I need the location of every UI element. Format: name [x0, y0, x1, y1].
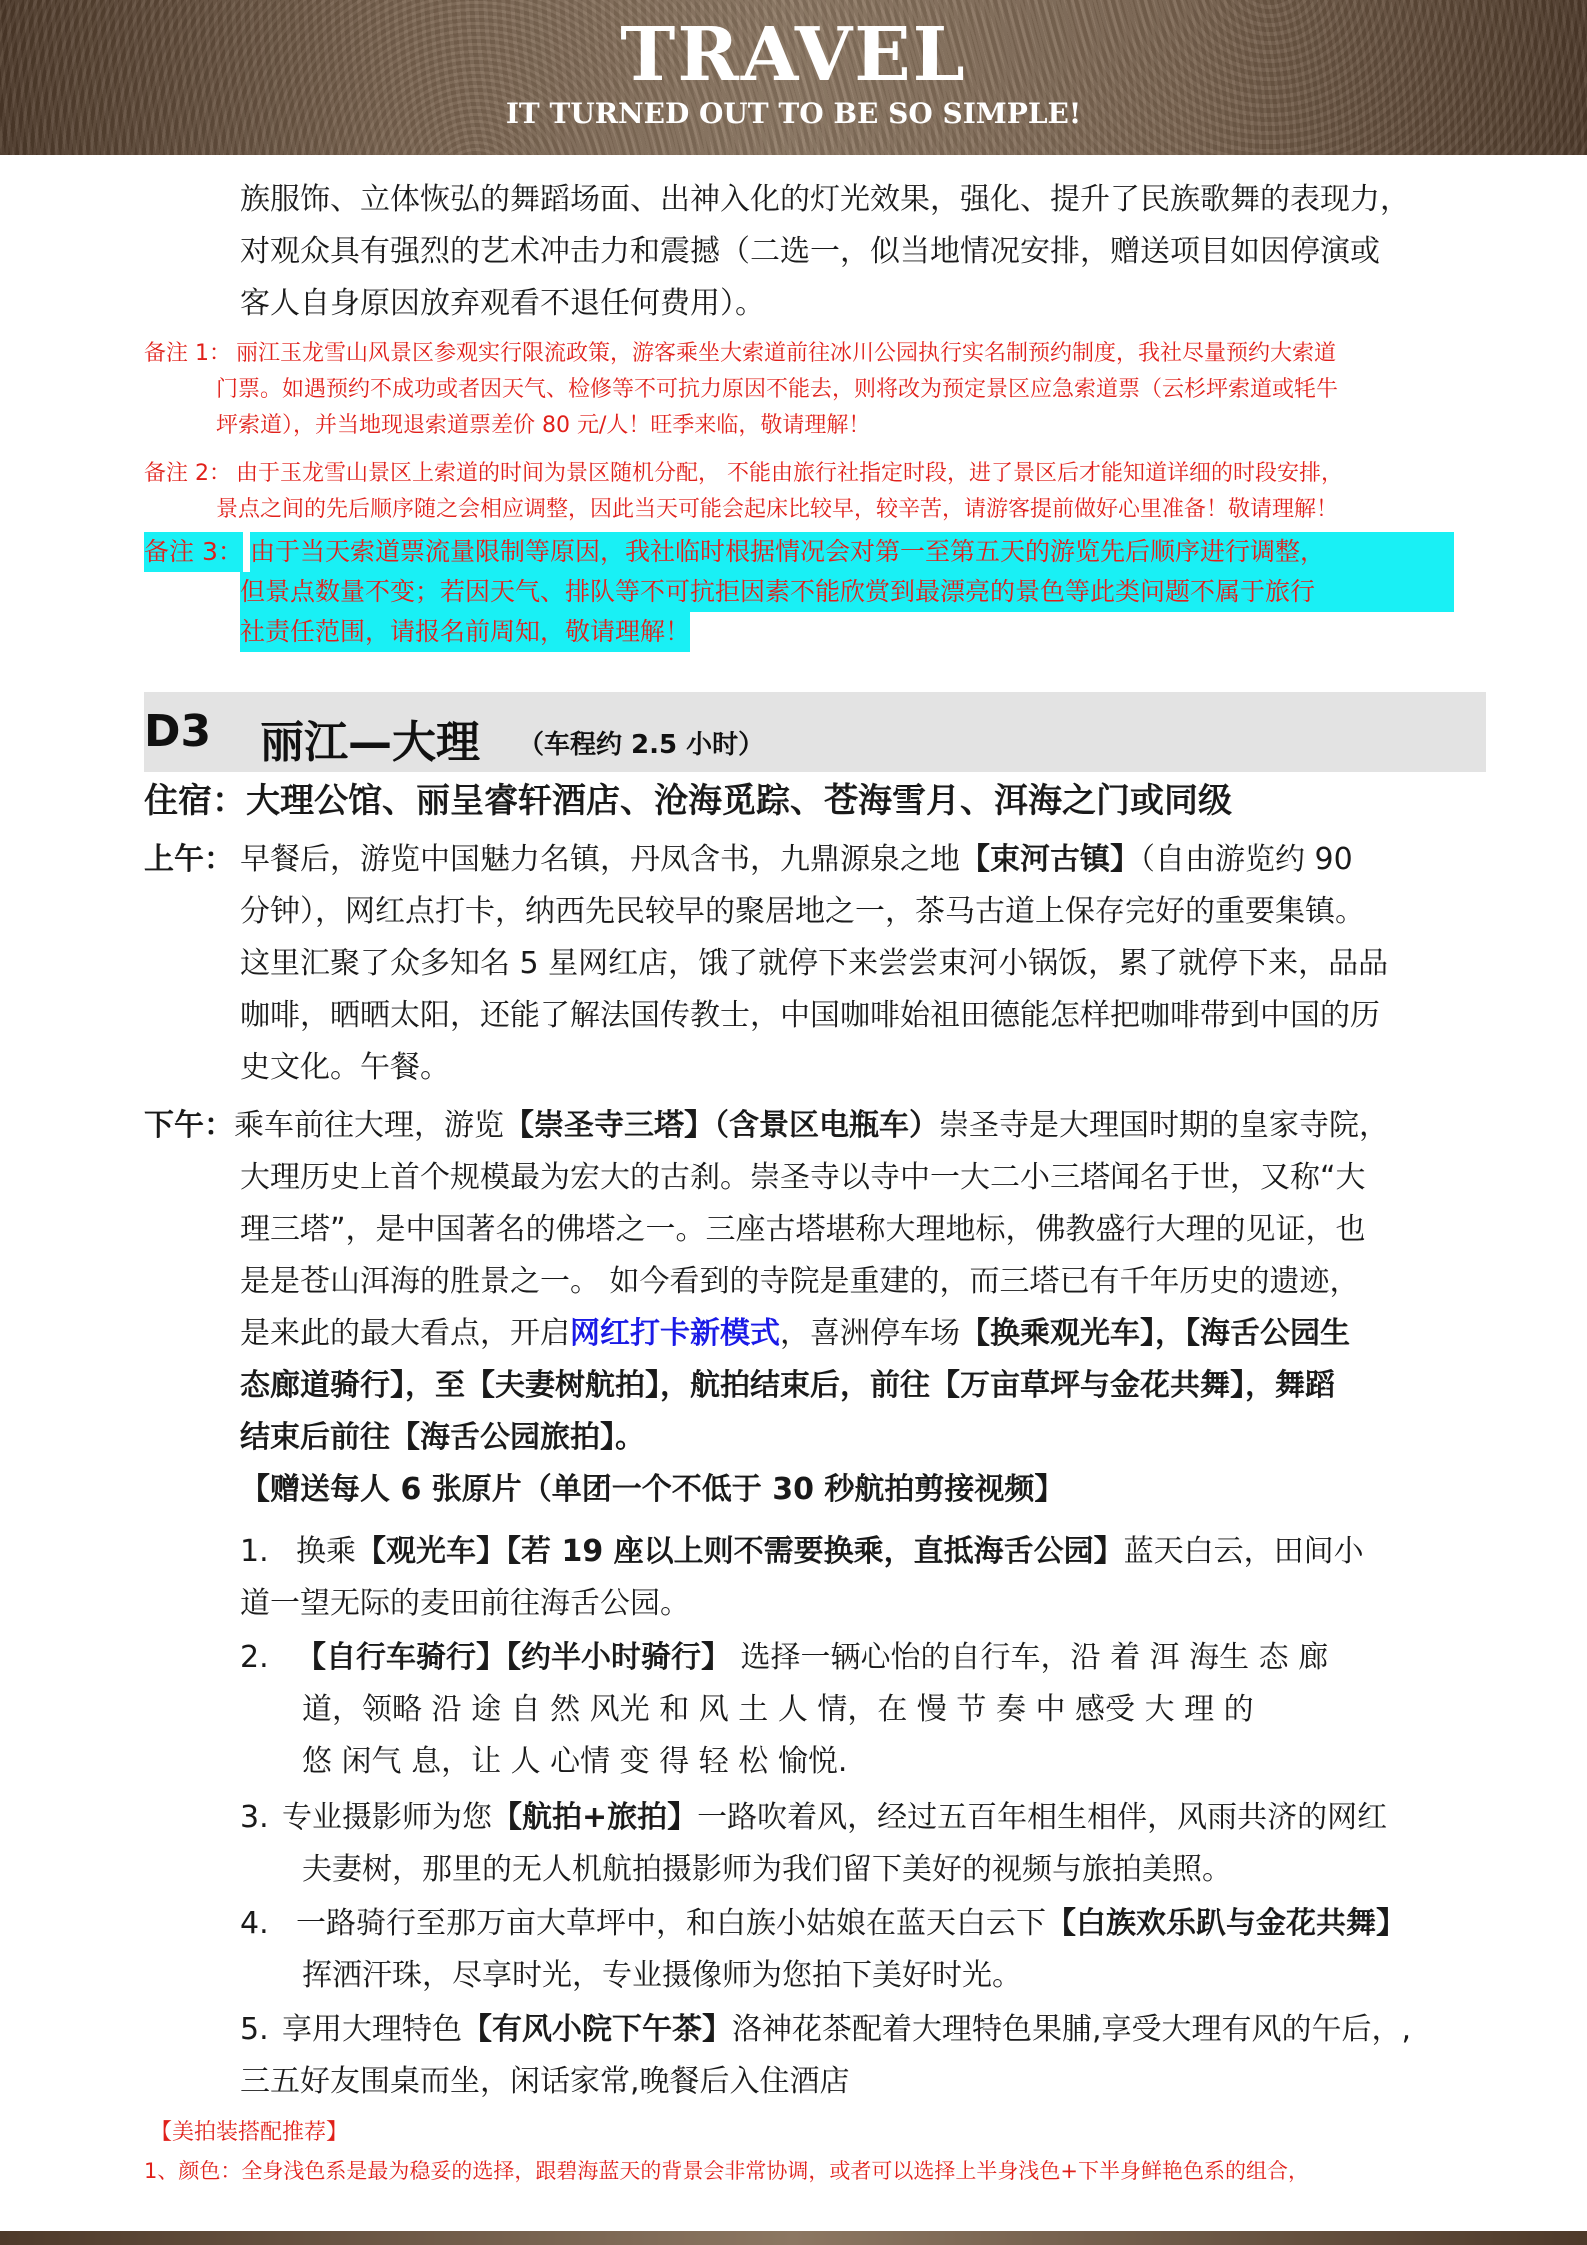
footer-bar: [0, 2231, 1587, 2245]
afternoon-line: 结束后前往【海舌公园旅拍】。: [240, 1420, 645, 1455]
day-header: [144, 692, 1486, 772]
morning-line: 咖啡，晒晒太阳，还能了解法国传教士，中国咖啡始祖田德能怎样把咖啡带到中国的历: [240, 998, 1380, 1033]
item-line: 挥洒汗珠，尽享时光，专业摄像师为您拍下美好时光。: [302, 1958, 1022, 1993]
afternoon-label: 下午：: [144, 1108, 234, 1143]
item-number: 2.: [240, 1640, 269, 1675]
text-run: 蓝天白云，田间小: [1123, 1534, 1364, 1569]
note-line: 社责任范围，请报名前周知，敬请理解！: [240, 612, 690, 652]
recommend-title: 【美拍装搭配推荐】: [150, 2120, 349, 2145]
item-number: 5.: [240, 2012, 269, 2047]
note-label: 备注 2：: [144, 461, 231, 486]
gift-line: 【赠送每人 6 张原片（单团一个不低于 30 秒航拍剪接视频】: [240, 1472, 1065, 1507]
text-run: 【换乘观光车】，【海舌公园生: [960, 1316, 1350, 1351]
morning-line: 分钟），网红点打卡，纳西先民较早的聚居地之一，茶马古道上保存完好的重要集镇。: [240, 894, 1365, 929]
afternoon-line: 大理历史上首个规模最为宏大的古刹。崇圣寺以寺中一大二小三塔闻名于世，又称“大: [240, 1160, 1366, 1195]
hotel-line: 住宿：大理公馆、丽呈睿轩酒店、沧海觅踪、苍海雪月、洱海之门或同级: [144, 781, 1232, 821]
text-run: 一路吹着风，经过五百年相生相伴，风雨共济的网红: [697, 1800, 1388, 1835]
item-line: 道一望无际的麦田前往海舌公园。: [240, 1586, 690, 1621]
list-item: [240, 1632, 1450, 1788]
intro-line: 客人自身原因放弃观看不退任何费用）。: [240, 286, 765, 321]
header-banner: [0, 0, 1587, 155]
list-item: [240, 2004, 1450, 2108]
afternoon-line: [240, 1308, 1445, 1360]
banner-title: TRAVEL: [620, 12, 967, 98]
list-item: [240, 1792, 1450, 1896]
afternoon-line: 理三塔”，是中国著名的佛塔之一。三座古塔堪称大理地标，佛教盛行大理的见证，也: [240, 1212, 1366, 1247]
text-run: 专业摄影师为您: [282, 1800, 492, 1835]
intro-line: 族服饰、立体恢弘的舞蹈场面、出神入化的灯光效果，强化、提升了民族歌舞的表现力，: [240, 182, 1410, 217]
text-run: 一路骑行至那万亩大草坪中，和白族小姑娘在蓝天白云下: [296, 1906, 1046, 1941]
list-item: [240, 1898, 1450, 2002]
afternoon-line: 是是苍山洱海的胜景之一。 如今看到的寺院是重建的，而三塔已有千年历史的遗迹，: [240, 1264, 1360, 1299]
text-run: （自由游览约 90: [1140, 842, 1353, 877]
note-2: [144, 456, 1454, 530]
item-line: 夫妻树，那里的无人机航拍摄影师为我们留下美好的视频与旅拍美照。: [302, 1852, 1232, 1887]
item-number: 4.: [240, 1906, 269, 1941]
text-run: 乘车前往大理，游览: [234, 1108, 504, 1143]
text-run: ，喜洲停车场: [780, 1316, 960, 1351]
note-line: 由于玉龙雪山景区上索道的时间为景区随机分配， 不能由旅行社指定时段，进了景区后才能知道详细的时段安排，: [236, 461, 1343, 486]
text-run: 【观光车】【若 19 座以上则不需要换乘，直抵海舌公园】: [356, 1534, 1124, 1569]
item-line: 道，领略 沿 途 自 然 风光 和 风 土 人 情，在 慢 节 奏 中 感受 大 理 的: [302, 1692, 1254, 1727]
list-item: [240, 1526, 1450, 1630]
morning-line: 这里汇聚了众多知名 5 星网红店，饿了就停下来尝尝束河小锅饭，累了就停下来，品品: [240, 946, 1389, 981]
text-run: 早餐后，游览中国魅力名镇，丹凤含书，九鼎源泉之地: [240, 842, 960, 877]
intro-line: 对观众具有强烈的艺术冲击力和震撼（二选一，似当地情况安排，赠送项目如因停演或: [240, 234, 1380, 269]
note-line: 丽江玉龙雪山风景区参观实行限流政策，游客乘坐大索道前往冰川公园执行实名制预约制度，我社尽量预约大索道: [236, 341, 1337, 366]
afternoon-paragraph: [234, 1100, 1449, 1152]
intro-paragraph: [240, 174, 1445, 330]
text-run: 【有风小院下午茶】: [462, 2012, 732, 2047]
note-label: 备注 3：: [144, 532, 243, 572]
attraction-name: 【崇圣寺三塔】（含景区电瓶车）: [504, 1108, 939, 1143]
note-line: 景点之间的先后顺序随之会相应调整，因此当天可能会起床比较早，较辛苦，请游客提前做好心里准备！敬请理解！: [216, 497, 1339, 522]
note-line: 坪索道），并当地现退索道票差价 80 元/人！旺季来临，敬请理解！: [216, 413, 871, 438]
day-code: D3: [144, 706, 212, 757]
item-number: 3.: [240, 1800, 269, 1835]
text-run: 选择一辆心怡的自行车，沿 着 洱 海生 态 廊: [731, 1640, 1329, 1675]
banner-subtitle: IT TURNED OUT TO BE SO SIMPLE!: [505, 97, 1082, 130]
item-line: 悠 闲气 息，让 人 心情 变 得 轻 松 愉悦.: [302, 1744, 848, 1779]
item-line: 三五好友围桌而坐，闲话家常,晚餐后入住酒店: [240, 2064, 850, 2099]
note-3: [144, 532, 1454, 654]
day-duration: （车程约 2.5 小时）: [518, 730, 765, 760]
highlight-link-text: 网红打卡新模式: [570, 1316, 780, 1351]
afternoon-paragraph-body: [240, 1152, 1445, 1516]
text-run: 洛神花茶配着大理特色果脯,享受大理有风的午后，,: [732, 2012, 1412, 2047]
text-run: 【自行车骑行】【约半小时骑行】: [296, 1640, 731, 1675]
item-number: 1.: [240, 1534, 269, 1569]
note-label: 备注 1：: [144, 341, 231, 366]
text-run: 换乘: [296, 1534, 356, 1569]
note-1: [144, 336, 1454, 446]
afternoon-line: [234, 1100, 1449, 1152]
afternoon-line: 态廊道骑行】，至【夫妻树航拍】，航拍结束后，前往【万亩草坪与金花共舞】，舞蹈: [240, 1368, 1335, 1403]
text-run: 是来此的最大看点，开启: [240, 1316, 570, 1351]
text-run: 享用大理特色: [282, 2012, 462, 2047]
morning-line: [240, 834, 1445, 886]
text-run: 崇圣寺是大理国时期的皇家寺院，: [939, 1108, 1389, 1143]
morning-paragraph: [240, 834, 1445, 1094]
note-line: 由于当天索道票流量限制等原因，我社临时根据情况会对第一至第五天的游览先后顺序进行调整，: [250, 532, 1454, 572]
text-run: 【白族欢乐趴与金花共舞】: [1046, 1906, 1406, 1941]
morning-line: 史文化。午餐。: [240, 1050, 450, 1085]
note-line: 但景点数量不变；若因天气、排队等不可抗拒因素不能欣赏到最漂亮的景色等此类问题不属于旅行: [240, 572, 1454, 612]
text-run: 【航拍+旅拍】: [492, 1800, 698, 1835]
attraction-name: 【束河古镇】: [960, 842, 1140, 877]
note-line: 门票。如遇预约不成功或者因天气、检修等不可抗力原因不能去，则将改为预定景区应急索道票（云杉坪索道或牦牛: [216, 377, 1339, 402]
morning-label: 上午：: [144, 842, 234, 877]
recommend-line: 1、颜色：全身浅色系是最为稳妥的选择，跟碧海蓝天的背景会非常协调，或者可以选择上半身浅色+下半身鲜艳色系的组合，: [144, 2159, 1309, 2183]
day-route: 丽江—大理: [260, 717, 480, 768]
